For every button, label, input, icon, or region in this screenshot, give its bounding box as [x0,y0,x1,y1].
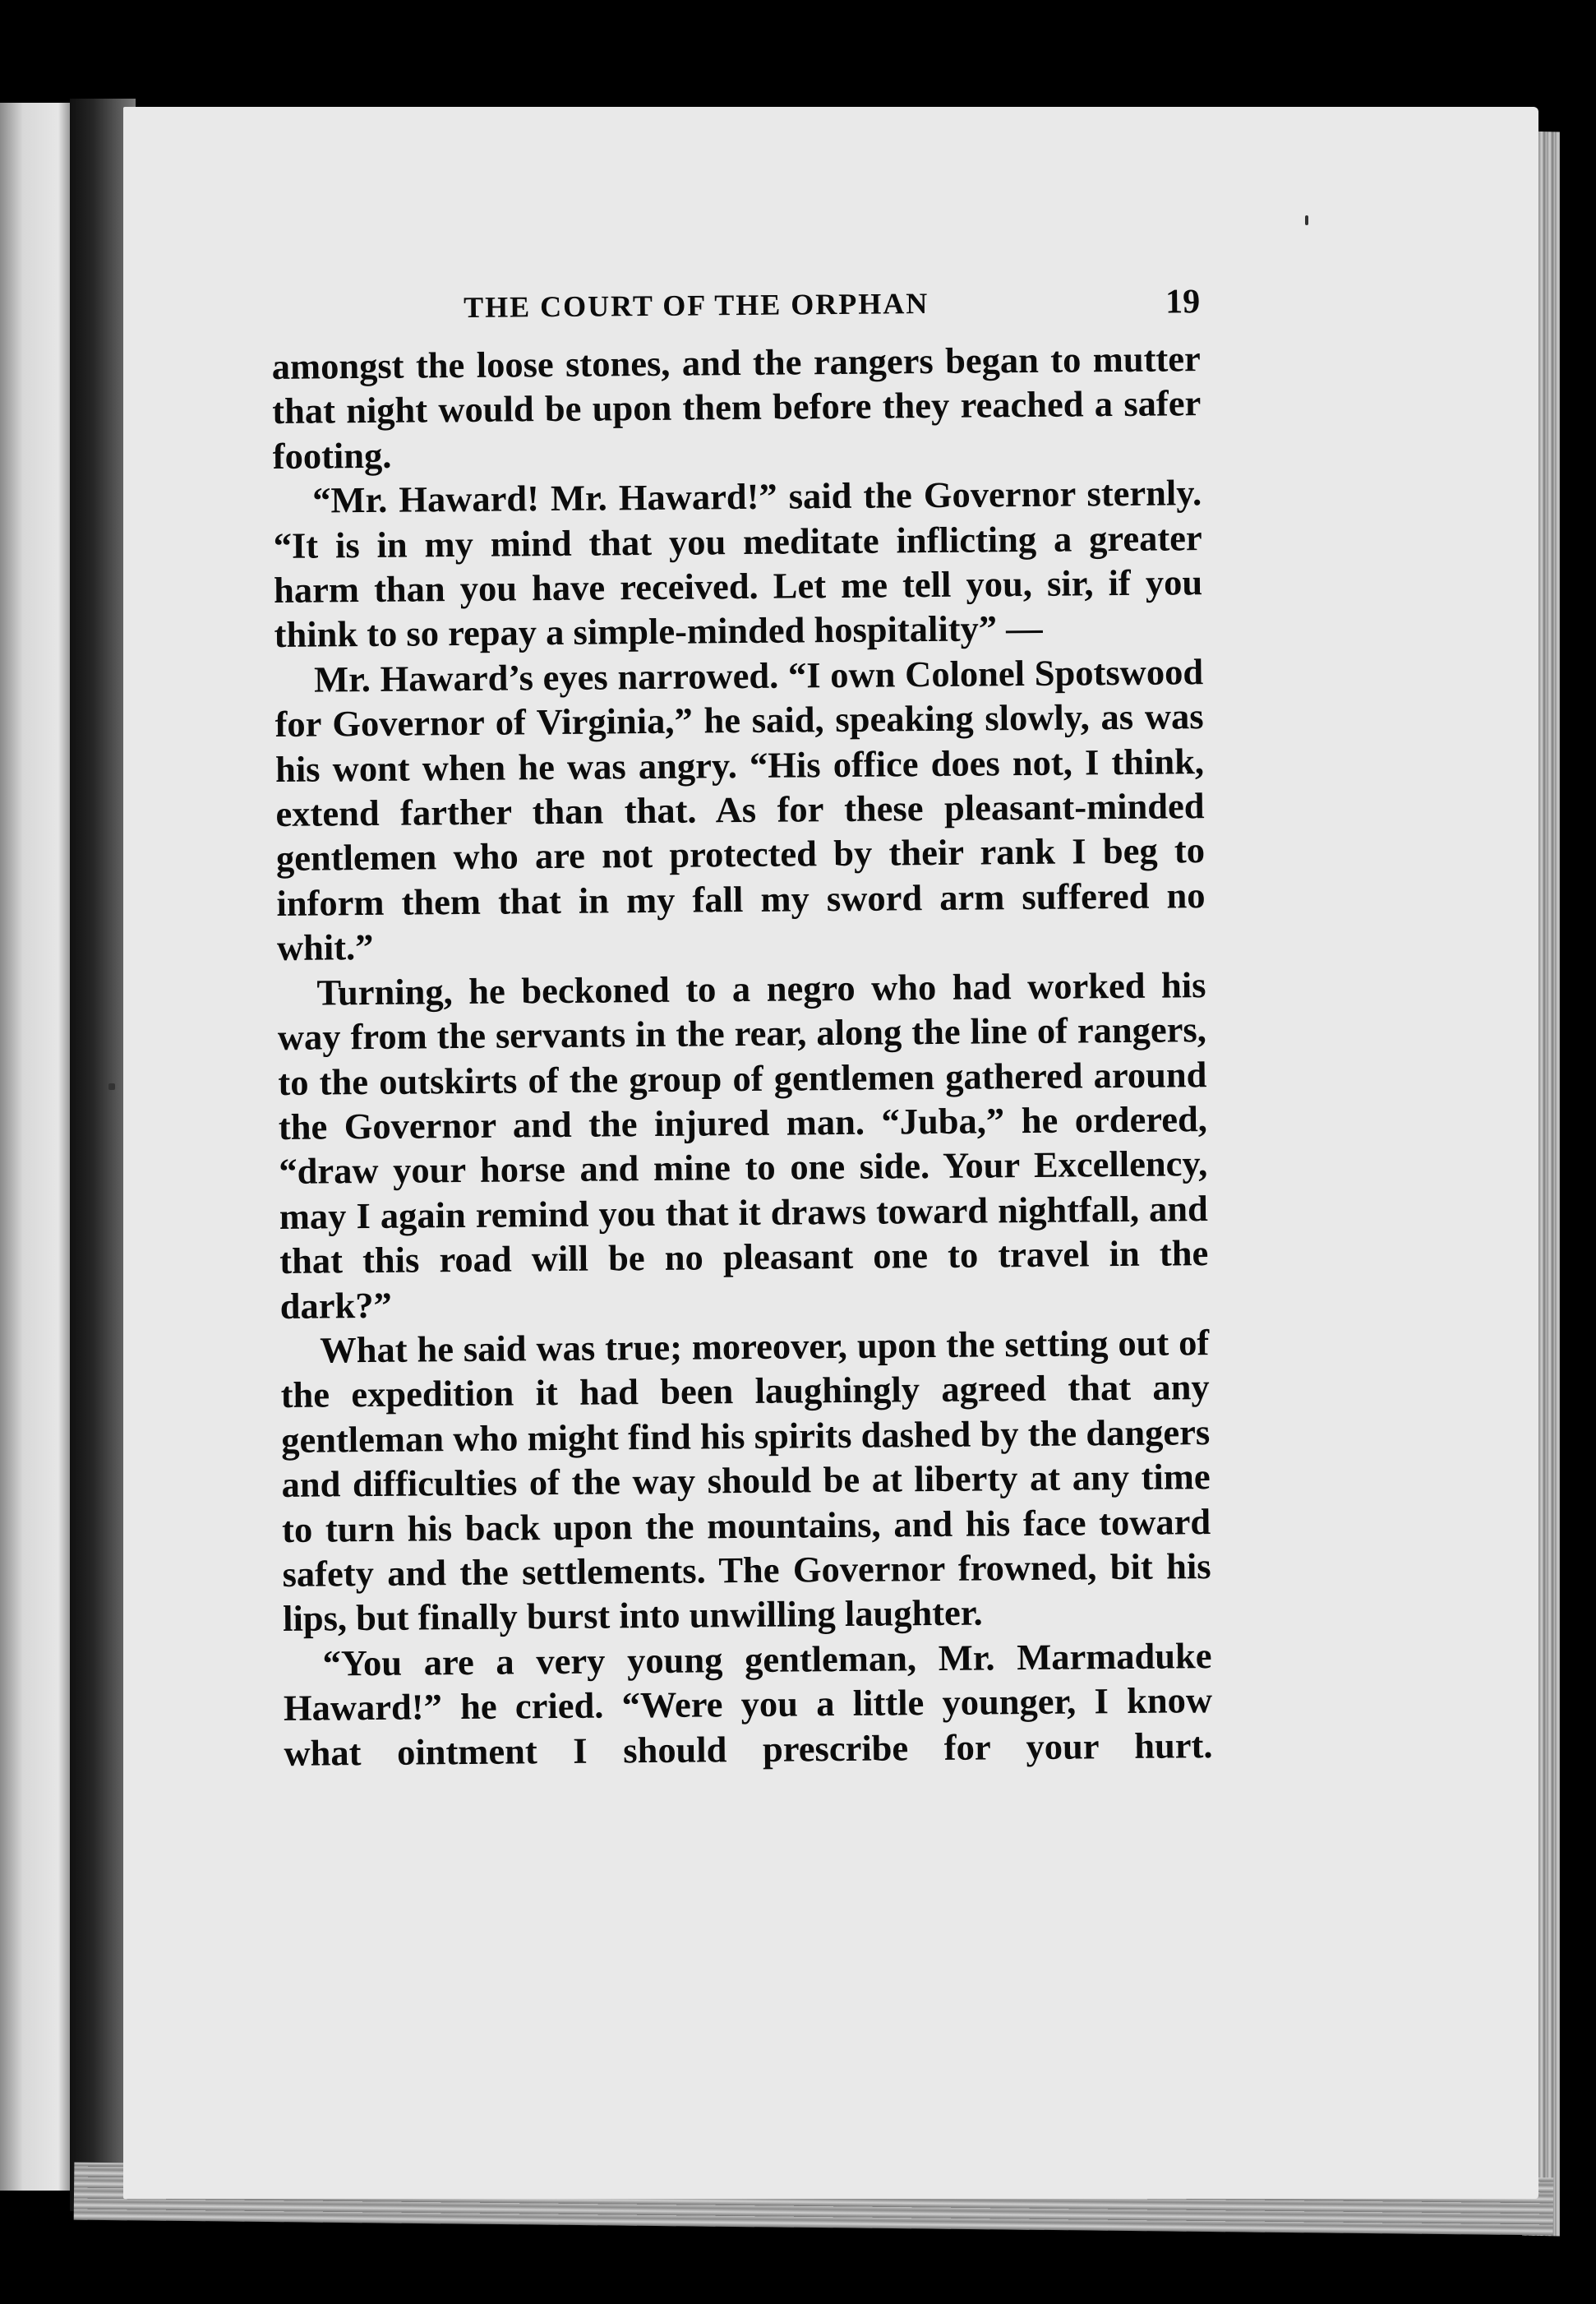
running-head-title: THE COURT OF THE ORPHAN [463,287,929,324]
left-page-edge [0,103,75,2191]
page-number: 19 [1165,283,1201,321]
paragraph: “You are a very young gentleman, Mr. Marmaduke Haward!” he cried. “Were you a little younger, I know what ointment I should prescribe for your hurt. [283,1634,1213,1774]
paragraph: amongst the loose stones, and the rangers began to mutter that night would be upon them before they reached a safer footing. [271,338,1202,477]
running-head [271,284,1200,338]
scan-speck [108,1083,115,1090]
paragraph: “Mr. Haward! Mr. Haward!” said the Governor sternly. “It is in my mind that you meditate inflicting a greater harm than you have received. Let me tell you, sir, if you think to so repay a simple-minded hospitality” — [273,472,1203,656]
paragraph: Mr. Haward’s eyes narrowed. “I own Colonel Spotswood for Governor of Virginia,” he said, speaking slowly, as was his wont when he was angry. “His office does not, I think, extend farther than that. As for these pleasant-minded gentlemen who are not protected by their rank I beg to inform them that in my fall my sword arm suffered no whit.” [274,650,1206,969]
paragraph: Turning, he beckoned to a negro who had worked his way from the servants in the rear, along the line of rangers, to the outskirts of the group of gentlemen gathered around the Governor and the injured man. “Juba,” he ordered, “draw your horse and mine to one side. Your Excellency, may I again remind you that it draws toward nightfall, and that this road will be no pleasant one to travel in the dark?” [277,963,1209,1327]
paragraph: What he said was true; moreover, upon the setting out of the expedition it had been laughingly agreed that any gentleman who might find his spirits dashed by the dangers and difficulties of the way should be at liberty at any time to turn his back upon the mountains, and his face toward safety and the settlements. The Governor frowned, bit his lips, but finally burst into unwilling laughter. [280,1322,1211,1640]
page-text [271,284,1213,1775]
scan-speck [1305,215,1308,225]
